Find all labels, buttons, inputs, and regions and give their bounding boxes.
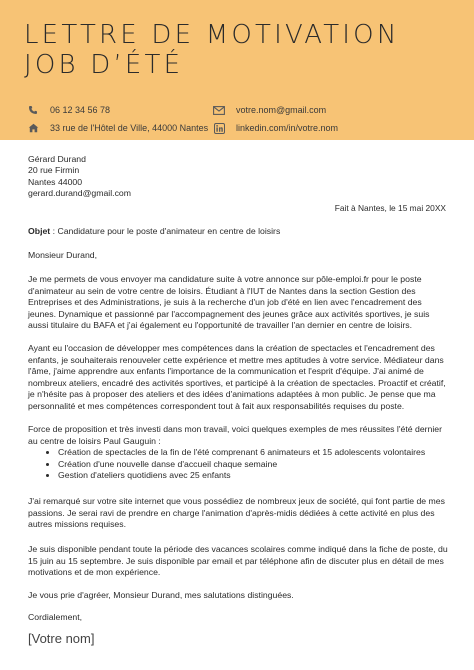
document-subtitle: JOB D’ÉTÉ (24, 50, 184, 80)
closing: Cordialement, (28, 612, 83, 622)
signature: [Votre nom] (28, 631, 95, 646)
contact-email[interactable] (212, 104, 326, 116)
envelope-icon (212, 104, 226, 116)
salutation: Monsieur Durand, (28, 250, 98, 260)
home-icon (26, 122, 40, 134)
postal-address: 33 rue de l'Hôtel de Ville, 44000 Nantes (50, 123, 209, 133)
phone-icon (26, 104, 40, 116)
document-title: LETTRE DE MOTIVATION (24, 20, 400, 50)
sender-name: Gérard Durand (28, 154, 86, 164)
object-line (28, 226, 280, 236)
contact-phone (26, 104, 110, 116)
sender-block (28, 154, 131, 199)
list-item: • Création d'une nouvelle danse d'accueil chaque semaine (58, 459, 448, 471)
date-line: Fait à Nantes, le 15 mai 20XX (334, 203, 446, 213)
list-item: • Gestion d'ateliers quotidiens avec 25 enfants (58, 470, 448, 482)
sender-email: gerard.durand@gmail.com (28, 187, 131, 198)
linkedin-url[interactable]: linkedin.com/in/votre.nom (236, 123, 339, 133)
paragraph-text: Je me permets de vous envoyer ma candidature suite à votre annonce sur pôle-emploi.fr pour le poste d'animateur au sein de votre centre de loisirs. Étudiant à l'IUT de Nantes dans la section Gestion des Entreprises et des Administrations, je suis à la recherche d'un job d'été en lien avec l'encadrement des jeunes. Dynamique et passionné par l'accompagnement des jeunes grâce aux activités sportives, je suis aussi titulaire du BAFA et j'ai également eu l'opportunité de travailler l'an dernier en centre de loisirs. (28, 274, 430, 331)
paragraph-interests (28, 496, 448, 531)
paragraph-availability (28, 544, 448, 579)
paragraph-achievements (28, 424, 448, 482)
contact-address (26, 122, 208, 134)
linkedin-icon (212, 122, 226, 134)
paragraph-closing-formula (28, 590, 448, 602)
header-banner (0, 0, 474, 140)
paragraph-skills (28, 343, 448, 413)
sender-street: 20 rue Firmin (28, 165, 80, 176)
contact-linkedin[interactable] (212, 122, 338, 134)
paragraph-intro (28, 274, 448, 332)
email-address[interactable]: votre.nom@gmail.com (236, 105, 327, 115)
object-text: : Candidature pour le poste d'animateur en centre de loisirs (50, 226, 281, 236)
paragraph-text: Je suis disponible pendant toute la période des vacances scolaires comme indiqué dans la fiche de poste, du 15 juin au 15 septembre. Je suis disponible par email et par téléphone afin de discuter plus en détail de mes motivations et de mon expérience. (28, 544, 448, 578)
sender-city: Nantes 44000 (28, 176, 83, 187)
paragraph-text: J'ai remarqué sur votre site internet que vous possédiez de nombreux jeux de société, qui font partie de mes passions. Je serai ravi de prendre en charge l'animation d'après-midis dédiées à cette activité en plus des autres missions requises. (28, 496, 445, 530)
achievements-list (28, 447, 448, 482)
paragraph-text: Je vous prie d'agréer, Monsieur Durand, mes salutations distinguées. (28, 590, 294, 600)
list-item: • Création de spectacles de la fin de l'été comprenant 6 animateurs et 15 adolescents volontaires (58, 447, 448, 459)
paragraph-text: Ayant eu l'occasion de développer mes compétences dans la création de spectacles et l'encadrement des enfants, je souhaiterais renouveler cette expérience et mettre mes aptitudes à votre service. Médiateur dans l'âme, j'aime apprendre aux enfants l'importance de la communication et l'esprit d'équipe. J'ai animé de nombreux ateliers, encadré des activités sportives, et participé à la création de spectacles. Proactif et créatif, je n'hésite pas à proposer des ateliers et des idées d'animations adaptées à mon public. Je pense que ma personnalité et mes compétences correspondent tout à fait aux responsabilités requises du poste. (28, 343, 446, 411)
paragraph-text: Force de proposition et très investi dans mon travail, voici quelques exemples de mes réussites l'été dernier au centre de loisirs Paul Gauguin : (28, 424, 443, 446)
object-label: Objet (28, 226, 51, 236)
phone-number: 06 12 34 56 78 (50, 105, 111, 115)
